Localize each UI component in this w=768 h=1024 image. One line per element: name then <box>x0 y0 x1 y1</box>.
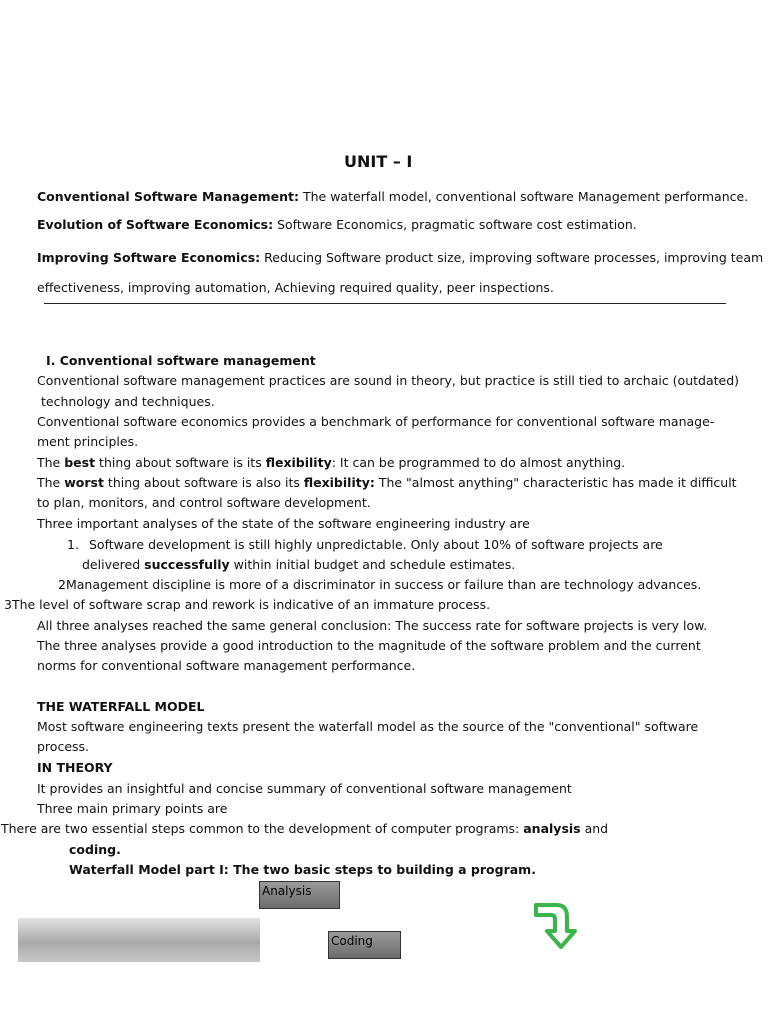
paragraph-line: technology and techniques. <box>41 394 215 409</box>
list-item-number: 1. <box>67 537 79 552</box>
paragraph-line: Conventional software management practices are sound in theory, but practice is still tied to archaic (outdated) <box>37 373 740 388</box>
figure-caption: Waterfall Model part I: The two basic steps to building a program. <box>69 862 536 877</box>
list-item-cont: delivered successfully within initial budget and schedule estimates. <box>82 557 516 572</box>
topic-label: Evolution of Software Economics: <box>37 217 274 232</box>
paragraph-line: process. <box>37 739 90 754</box>
topic-text: The waterfall model, conventional software Management performance. <box>299 189 749 204</box>
list-item: 3The level of software scrap and rework is indicative of an immature process. <box>4 597 491 612</box>
divider <box>44 303 726 304</box>
paragraph-line: Most software engineering texts present the waterfall model as the source of the "conventional" software <box>37 719 699 734</box>
paragraph-line: Three important analyses of the state of the software engineering industry are <box>37 516 530 531</box>
topic-line-2 <box>37 217 637 232</box>
list-item: 2Management discipline is more of a discriminator in success or failure than are technology advances. <box>58 577 702 592</box>
topic-line-3 <box>37 250 763 265</box>
paragraph-line: Three main primary points are <box>37 801 228 816</box>
gray-bar <box>18 918 260 962</box>
curved-down-arrow-icon <box>533 900 581 953</box>
analysis-box: Analysis <box>259 881 340 909</box>
section-heading: THE WATERFALL MODEL <box>37 699 205 714</box>
topic-line-1 <box>37 189 748 204</box>
paragraph-line: It provides an insightful and concise summary of conventional software management <box>37 781 572 796</box>
best-line: The best thing about software is its flexibility: It can be programmed to do almost anything. <box>37 455 626 470</box>
paragraph-line: All three analyses reached the same general conclusion: The success rate for software projects is very low. <box>37 618 708 633</box>
paragraph-line: to plan, monitors, and control software development. <box>37 495 371 510</box>
topic-text: Reducing Software product size, improving software processes, improving team <box>260 250 764 265</box>
worst-line: The worst thing about software is also its flexibility: The "almost anything" characteristic has made it difficult <box>37 475 737 490</box>
page-title: UNIT – I <box>344 152 413 171</box>
paragraph-line: ment principles. <box>37 434 139 449</box>
list-item: Software development is still highly unpredictable. Only about 10% of software projects are <box>89 537 663 552</box>
paragraph-line: The three analyses provide a good introduction to the magnitude of the software problem and the current <box>37 638 701 653</box>
coding-line: coding. <box>69 842 121 857</box>
coding-box: Coding <box>328 931 401 959</box>
topic-line-3-cont: effectiveness, improving automation, Achieving required quality, peer inspections. <box>37 280 554 295</box>
topic-label: Improving Software Economics: <box>37 250 261 265</box>
paragraph-line: Conventional software economics provides a benchmark of performance for conventional software manage- <box>37 414 715 429</box>
subheading: IN THEORY <box>37 760 113 775</box>
paragraph-line: norms for conventional software management performance. <box>37 658 416 673</box>
section-heading: I. Conventional software management <box>46 353 316 368</box>
steps-line: There are two essential steps common to the development of computer programs: analysis and <box>1 821 609 836</box>
topic-label: Conventional Software Management: <box>37 189 299 204</box>
topic-text: Software Economics, pragmatic software cost estimation. <box>273 217 637 232</box>
